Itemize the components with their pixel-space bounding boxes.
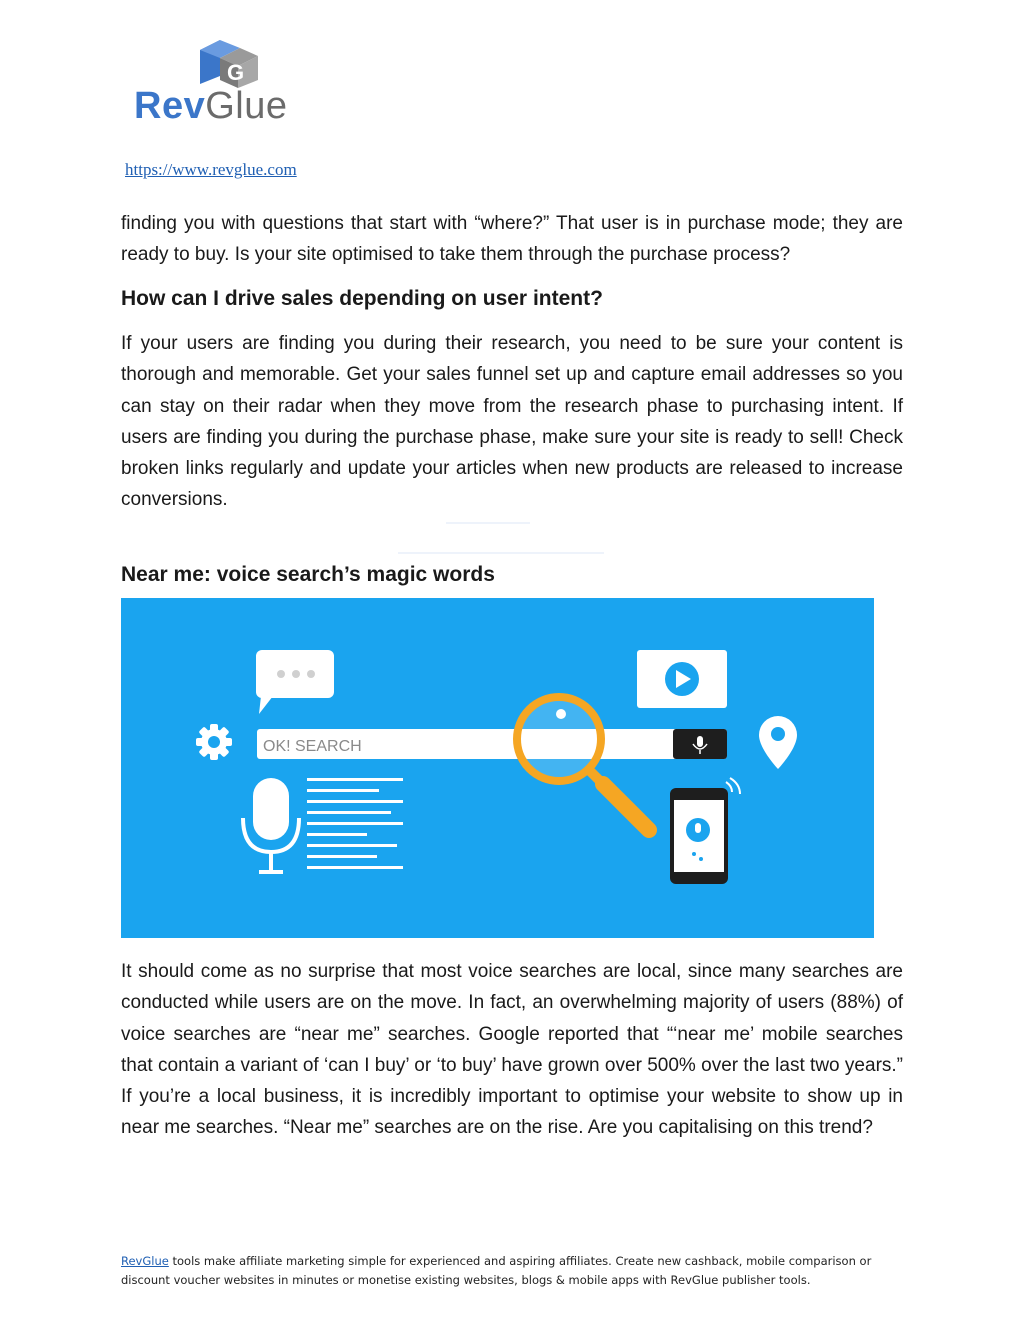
map-pin-icon (759, 716, 797, 769)
magnifier-icon (517, 697, 649, 830)
gear-icon (196, 724, 232, 760)
heading-near-me: Near me: voice search’s magic words (121, 563, 495, 586)
brand-glue: Glue (205, 85, 288, 127)
divider (398, 552, 604, 554)
svg-text:G: G (227, 60, 245, 85)
divider (446, 522, 530, 524)
footer-text: tools make affiliate marketing simple for experienced and aspiring affiliates. Create new cashback, mobile comparison or discount voucher websites in minutes or monetise existing websites, blogs & mobile apps with RevGlue publisher tools. (121, 1254, 872, 1287)
search-placeholder: OK! SEARCH (263, 738, 362, 755)
paragraph-near-me-searches: It should come as no surprise that most voice searches are local, since many searches are conducted while users are on the move. In fact, an overwhelming majority of users (88%) of voice searches are “near me” searches. Google reported that “‘near me’ mobile searches that contain a variant of ‘can I buy’ or ‘to buy’ have grown over 500% over the last two years.” If you’re a local business, it is incredibly important to optimise your website to show up in near me searches. “Near me” searches are on the rise. Are you capitalising on this trend? (121, 961, 903, 1139)
video-play-icon (637, 650, 727, 708)
footer-revglue-link[interactable]: RevGlue (121, 1254, 169, 1268)
brand-rev: Rev (134, 85, 206, 127)
heading-drive-sales: How can I drive sales depending on user intent? (121, 287, 603, 310)
paragraph-user-intent: If your users are finding you during their research, you need to be sure your content is thorough and memorable. Get your sales funnel set up and capture email addresses so you can stay on their radar when they move from the research phase to purchasing intent. If users are finding you during the purchase phase, make sure your site is ready to sell! Check broken links regularly and update your articles when new products are released to increase conversions. (121, 333, 903, 511)
voice-search-illustration (121, 598, 874, 938)
chat-bubble-icon (256, 650, 334, 714)
website-link[interactable]: https://www.revglue.com (125, 160, 297, 179)
paragraph-purchase-mode: finding you with questions that start with “where?” That user is in purchase mode; they are ready to buy. Is your site optimised to take them through the purchase process? (121, 213, 903, 266)
text-lines-icon (307, 778, 403, 869)
microphone-icon (243, 778, 299, 872)
smartphone-icon (670, 778, 740, 884)
revglue-wordmark (134, 84, 288, 128)
footer-note (121, 1252, 911, 1290)
